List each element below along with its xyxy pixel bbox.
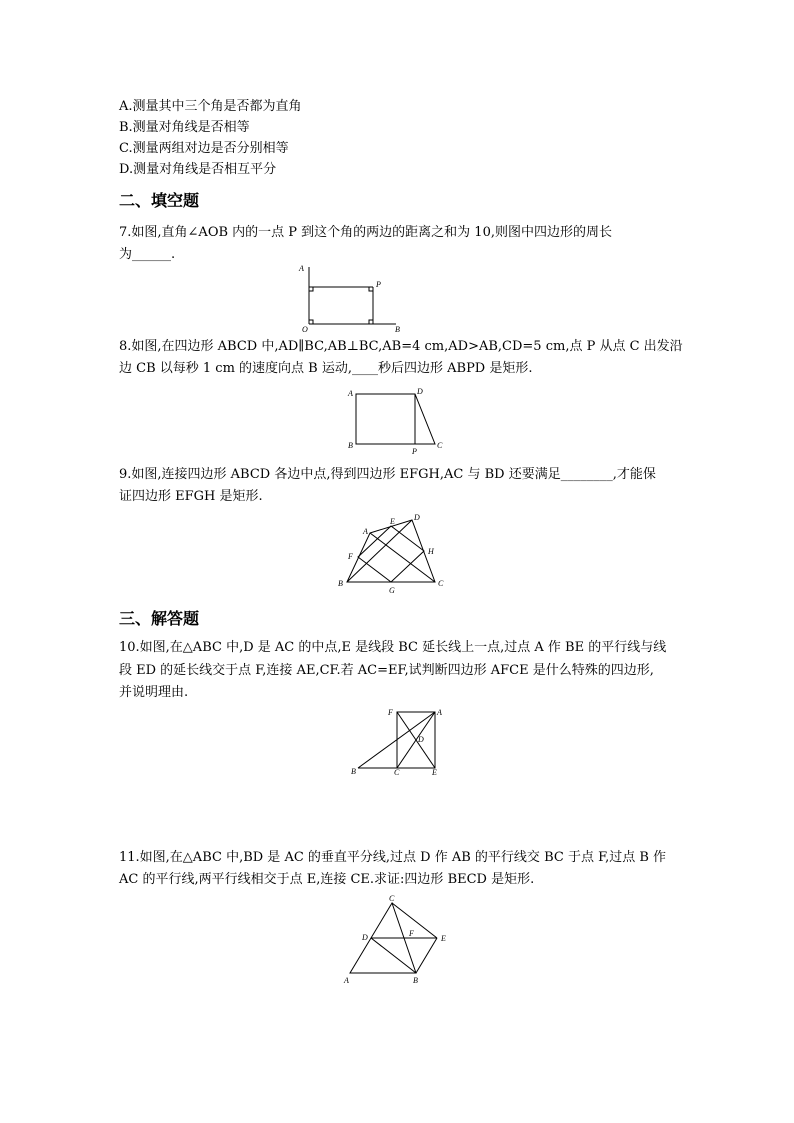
- q9-label-e: E: [390, 517, 395, 526]
- q11-label-f: F: [409, 929, 414, 938]
- q9-label-f: F: [348, 552, 353, 561]
- choice-c: C.测量两组对边是否分别相等: [119, 141, 289, 156]
- q7-label-a: A: [299, 264, 304, 273]
- choice-b: B.测量对角线是否相等: [119, 120, 250, 135]
- q9-label-a: A: [363, 527, 368, 536]
- q11-label-a: A: [344, 976, 349, 985]
- q10-text-line3: 并说明理由.: [119, 685, 189, 700]
- q11-label-e: E: [441, 934, 446, 943]
- choice-d: D.测量对角线是否相互平分: [119, 162, 277, 177]
- q7-text-line2: 为______.: [119, 247, 176, 262]
- q7-label-o: O: [302, 325, 308, 334]
- q10-label-c: C: [394, 768, 400, 777]
- q8-text-line1: 8.如图,在四边形 ABCD 中,AD∥BC,AB⊥BC,AB=4 cm,AD>AB,CD=5 cm,点 P 从点 C 出发沿: [119, 339, 683, 354]
- q10-label-f: F: [388, 708, 393, 717]
- q11-label-c: C: [389, 894, 395, 903]
- q7-text-line1: 7.如图,直角∠AOB 内的一点 P 到这个角的两边的距离之和为 10,则图中四边形的周长: [119, 225, 612, 240]
- q7-figure: [292, 262, 412, 336]
- section-fill-in-title: 二、填空题: [119, 191, 200, 210]
- q10-text-line1: 10.如图,在△ABC 中,D 是 AC 的中点,E 是线段 BC 延长线上一点,过点 A 作 BE 的平行线与线: [119, 640, 667, 655]
- q8-label-a: A: [348, 389, 353, 398]
- q9-label-h: H: [428, 547, 434, 556]
- q8-text-line2: 边 CB 以每秒 1 cm 的速度向点 B 运动,____秒后四边形 ABPD 是矩形.: [119, 361, 533, 376]
- q8-figure: [342, 382, 452, 458]
- q7-label-p: P: [376, 280, 381, 289]
- q9-label-c: C: [438, 579, 444, 588]
- choice-a: A.测量其中三个角是否都为直角: [119, 99, 302, 114]
- q9-figure: [330, 512, 450, 598]
- q10-label-e: E: [432, 768, 437, 777]
- q9-text-line2: 证四边形 EFGH 是矩形.: [119, 489, 263, 504]
- q11-text-line1: 11.如图,在△ABC 中,BD 是 AC 的垂直平分线,过点 D 作 AB 的平行线交 BC 于点 F,过点 B 作: [119, 850, 667, 865]
- section-answer-title: 三、解答题: [119, 609, 200, 628]
- q8-label-b: B: [348, 441, 353, 450]
- q10-label-d: D: [418, 735, 424, 744]
- q11-text-line2: AC 的平行线,两平行线相交于点 E,连接 CE.求证:四边形 BECD 是矩形.: [119, 872, 535, 887]
- q9-label-g: G: [389, 586, 395, 595]
- q9-text-line1: 9.如图,连接四边形 ABCD 各边中点,得到四边形 EFGH,AC 与 BD 还要满足________,才能保: [119, 467, 656, 482]
- q10-label-b: B: [351, 767, 356, 776]
- q11-label-b: B: [413, 976, 418, 985]
- q7-label-b: B: [395, 325, 400, 334]
- q8-label-c: C: [437, 441, 443, 450]
- q10-label-a: A: [437, 708, 442, 717]
- q11-label-d: D: [362, 933, 368, 942]
- q10-text-line2: 段 ED 的延长线交于点 F,连接 AE,CF.若 AC=EF,试判断四边形 AFCE 是什么特殊的四边形,: [119, 663, 654, 678]
- q9-label-b: B: [338, 579, 343, 588]
- q10-figure: [346, 703, 450, 779]
- q11-figure: [336, 893, 462, 987]
- q8-label-p: P: [412, 447, 417, 456]
- q9-label-d: D: [414, 513, 420, 522]
- q8-label-d: D: [417, 387, 423, 396]
